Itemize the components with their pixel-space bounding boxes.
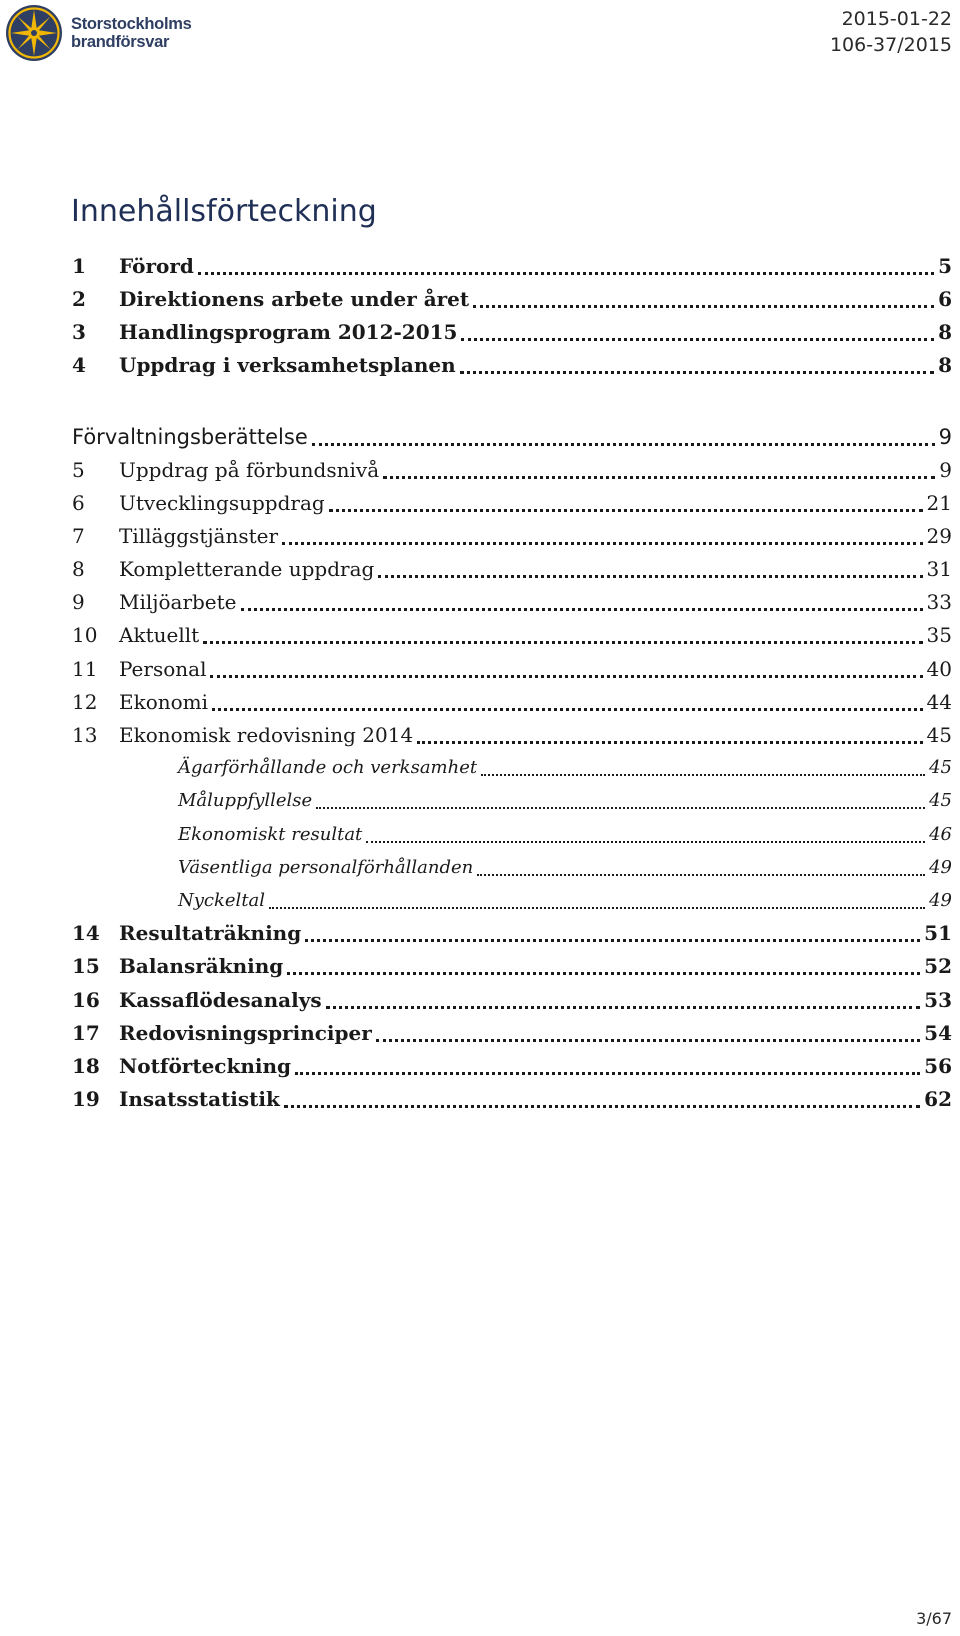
toc-entry[interactable]: [72, 685, 952, 718]
toc-dot-leader: [417, 740, 922, 744]
toc-entry-page: 9: [938, 424, 952, 449]
table-of-contents: [72, 249, 952, 1115]
toc-entry-label: Kassaflödesanalys: [119, 987, 322, 1012]
toc-entry[interactable]: [72, 751, 952, 784]
page-indicator: 3/67: [916, 1609, 952, 1628]
toc-entry-label: Förord: [119, 253, 194, 278]
toc-entry-label: Nyckeltal: [178, 889, 266, 911]
toc-entry-page: 52: [924, 954, 952, 979]
toc-entry-label: Utvecklingsuppdrag: [119, 491, 325, 516]
toc-dot-leader: [287, 971, 920, 975]
toc-entry-number: 7: [72, 524, 85, 549]
toc-entry-number: 18: [72, 1053, 100, 1078]
toc-entry-page: 8: [938, 319, 952, 344]
toc-entry[interactable]: [72, 553, 952, 586]
toc-entry-page: 62: [924, 1086, 952, 1111]
toc-entry-label: Uppdrag i verksamhetsplanen: [119, 352, 456, 377]
toc-entry[interactable]: [72, 453, 952, 486]
toc-dot-leader: [203, 640, 922, 644]
toc-entry-number: 14: [72, 921, 100, 946]
toc-entry-label: Insatsstatistik: [119, 1086, 280, 1111]
toc-dot-leader: [210, 674, 922, 678]
toc-entry-page: 33: [926, 590, 952, 615]
toc-entry-number: 11: [72, 656, 98, 681]
toc-dot-leader: [282, 541, 922, 545]
toc-entry-label: Handlingsprogram 2012-2015: [119, 319, 458, 344]
toc-entry-number: 4: [72, 352, 86, 377]
toc-entry-page: 5: [938, 253, 952, 278]
toc-entry-number: 3: [72, 319, 86, 344]
header-logo: [5, 4, 192, 62]
star-compass-logo-icon: [5, 4, 63, 62]
toc-entry-number: 8: [72, 557, 85, 582]
toc-entry[interactable]: [72, 1049, 952, 1082]
toc-entry-page: 21: [926, 491, 952, 516]
toc-entry[interactable]: [72, 950, 952, 983]
toc-entry-number: 17: [72, 1020, 100, 1045]
toc-entry-label: Balansräkning: [119, 954, 284, 979]
toc-entry-number: 19: [72, 1086, 100, 1111]
toc-dot-leader: [477, 873, 925, 876]
toc-entry[interactable]: [72, 718, 952, 751]
toc-entry-number: 2: [72, 286, 86, 311]
toc-entry[interactable]: [72, 1082, 952, 1115]
toc-entry-page: 31: [926, 557, 952, 582]
document-date: 2015-01-22: [841, 8, 952, 30]
toc-dot-leader: [460, 370, 934, 374]
toc-entry-page: 40: [926, 656, 952, 681]
toc-entry[interactable]: [72, 784, 952, 817]
toc-dot-leader: [284, 1104, 920, 1108]
toc-dot-leader: [481, 773, 925, 776]
toc-dot-leader: [316, 806, 925, 809]
toc-entry-page: 53: [924, 987, 952, 1012]
toc-entry-label: Måluppfyllelse: [178, 790, 313, 812]
toc-entry-page: 35: [926, 623, 952, 648]
toc-entry-number: 10: [72, 623, 98, 648]
toc-entry-label: Notförteckning: [119, 1053, 292, 1078]
toc-entry-label: Förvaltningsberättelse: [72, 424, 308, 449]
toc-entry[interactable]: [72, 348, 952, 381]
toc-entry-number: 13: [72, 722, 98, 747]
toc-entry-number: 6: [72, 491, 85, 516]
toc-entry-label: Kompletterande uppdrag: [119, 557, 375, 582]
toc-dot-leader: [312, 442, 935, 446]
toc-entry-page: 45: [929, 790, 952, 812]
toc-entry-page: 56: [924, 1053, 952, 1078]
toc-entry-page: 49: [929, 889, 952, 911]
document-reference: 106-37/2015: [829, 34, 952, 56]
toc-entry[interactable]: [72, 586, 952, 619]
toc-entry[interactable]: [72, 983, 952, 1016]
toc-entry-number: 9: [72, 590, 85, 615]
toc-entry-number: 1: [72, 253, 86, 278]
toc-entry-label: Ekonomisk redovisning 2014: [119, 722, 414, 747]
logo-line-1: Storstockholms: [71, 15, 192, 33]
toc-entry-page: 45: [929, 757, 952, 779]
toc-dot-leader: [269, 906, 925, 909]
toc-dot-leader: [383, 475, 935, 479]
toc-entry-page: 45: [926, 722, 952, 747]
toc-dot-leader: [295, 1071, 920, 1075]
toc-dot-leader: [326, 1005, 921, 1009]
toc-entry-label: Redovisningsprinciper: [119, 1020, 372, 1045]
toc-entry-label: Ägarförhållande och verksamhet: [178, 757, 478, 779]
toc-dot-leader: [329, 508, 923, 512]
toc-entry[interactable]: [72, 420, 952, 453]
toc-dot-leader: [305, 938, 920, 942]
toc-title: Innehållsförteckning: [71, 194, 377, 229]
toc-entry[interactable]: [72, 520, 952, 553]
toc-entry-page: 46: [929, 823, 952, 845]
toc-entry-page: 29: [926, 524, 952, 549]
toc-entry-label: Aktuellt: [119, 623, 200, 648]
toc-entry[interactable]: [72, 315, 952, 348]
toc-entry-page: 9: [939, 458, 952, 483]
toc-entry[interactable]: [72, 619, 952, 652]
toc-entry[interactable]: [72, 818, 952, 851]
toc-entry-label: Uppdrag på förbundsnivå: [119, 458, 380, 483]
toc-dot-leader: [473, 304, 934, 308]
toc-entry-number: 5: [72, 458, 85, 483]
toc-entry-page: 44: [926, 689, 952, 714]
toc-entry-number: 16: [72, 987, 100, 1012]
toc-entry[interactable]: [72, 249, 952, 282]
toc-entry[interactable]: [72, 1016, 952, 1049]
toc-entry[interactable]: [72, 884, 952, 917]
toc-entry-label: Väsentliga personalförhållanden: [178, 856, 474, 878]
toc-entry-label: Resultaträkning: [119, 921, 302, 946]
toc-entry-page: 6: [938, 286, 952, 311]
toc-dot-leader: [461, 337, 934, 341]
toc-entry-page: 54: [924, 1020, 952, 1045]
toc-entry-label: Tilläggstjänster: [119, 524, 279, 549]
toc-entry-label: Personal: [119, 656, 207, 681]
toc-entry-label: Ekonomi: [119, 689, 209, 714]
toc-entry[interactable]: [72, 282, 952, 315]
toc-entry-page: 51: [924, 921, 952, 946]
toc-entry-label: Ekonomiskt resultat: [178, 823, 363, 845]
logo-wordmark: [71, 15, 192, 51]
toc-dot-leader: [378, 574, 922, 578]
logo-line-2: brandförsvar: [71, 33, 170, 51]
toc-entry[interactable]: [72, 487, 952, 520]
toc-entry-number: 15: [72, 954, 100, 979]
toc-entry-label: Miljöarbete: [119, 590, 237, 615]
toc-entry-page: 8: [938, 352, 952, 377]
toc-dot-leader: [198, 271, 934, 275]
toc-entry-label: Direktionens arbete under året: [119, 286, 470, 311]
toc-dot-leader: [241, 607, 923, 611]
toc-dot-leader: [376, 1038, 920, 1042]
document-meta: [830, 6, 952, 58]
toc-dot-leader: [366, 840, 925, 843]
toc-entry-number: 12: [72, 689, 98, 714]
toc-entry-page: 49: [929, 856, 952, 878]
toc-entry[interactable]: [72, 917, 952, 950]
toc-entry[interactable]: [72, 851, 952, 884]
toc-dot-leader: [212, 707, 923, 711]
toc-entry[interactable]: [72, 652, 952, 685]
